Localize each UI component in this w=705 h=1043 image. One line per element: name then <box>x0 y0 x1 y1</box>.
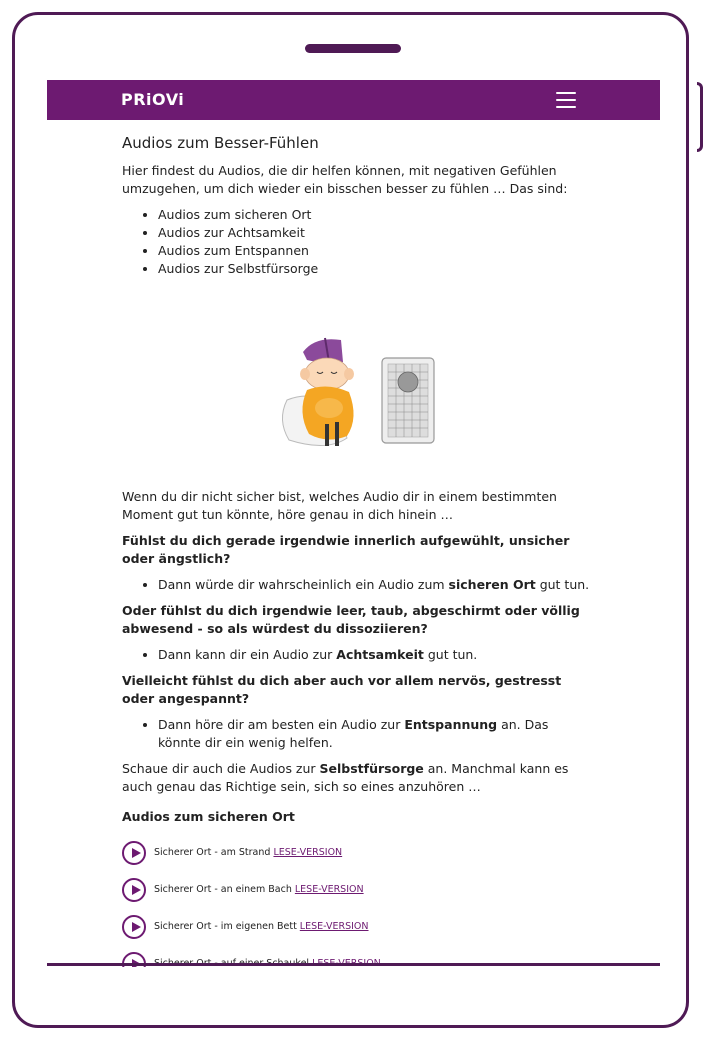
answer-1: • Dann würde dir wahrscheinlich ein Audio zum sicheren Ort gut tun. <box>158 576 592 594</box>
list-item: • Audios zum sicheren Ort <box>158 206 592 224</box>
tablet-speaker <box>305 44 401 53</box>
category-list <box>122 206 592 278</box>
answer-1-list <box>122 576 592 594</box>
hero-illustration <box>267 330 447 460</box>
read-version-link[interactable]: LESE-VERSION <box>299 921 369 932</box>
page-title: Audios zum Besser-Fühlen <box>122 134 319 152</box>
audio-title: Sicherer Ort - im eigenen Bett <box>154 921 297 932</box>
question-3: Vielleicht fühlst du dich aber auch vor allem nervös, gestresst oder angespannt? <box>122 673 562 706</box>
screen-bottom-edge <box>47 963 660 966</box>
tablet-side-button <box>697 82 703 152</box>
audio-item <box>122 875 592 905</box>
screen <box>47 80 660 967</box>
intro-text: Hier findest du Audios, die dir helfen können, mit negativen Gefühlen umzugehen, um dich wieder ein bisschen besser zu fühlen … Das sind: <box>122 163 568 196</box>
play-icon[interactable] <box>122 841 146 865</box>
answer-2: • Dann kann dir ein Audio zur Achtsamkeit gut tun. <box>158 646 592 664</box>
answer-3: • Dann höre dir am besten ein Audio zur Entspannung an. Das könnte dir ein wenig helfen. <box>158 716 592 752</box>
play-icon[interactable] <box>122 915 146 939</box>
audio-item <box>122 912 592 942</box>
list-item: • Audios zur Selbstfürsorge <box>158 260 592 278</box>
play-icon[interactable] <box>122 878 146 902</box>
question-2: Oder fühlst du dich irgendwie leer, taub, abgeschirmt oder völlig abwesend - so als würdest du dissoziieren? <box>122 603 580 636</box>
answer-2-list <box>122 646 592 664</box>
list-item: • Audios zur Achtsamkeit <box>158 224 592 242</box>
hamburger-menu-icon[interactable] <box>556 92 576 108</box>
main-content <box>122 130 592 967</box>
read-version-link[interactable]: LESE-VERSION <box>294 884 364 895</box>
section-title: Audios zum sicheren Ort <box>122 809 295 824</box>
top-navigation-bar <box>47 80 660 120</box>
list-item: • Audios zum Entspannen <box>158 242 592 260</box>
read-version-link[interactable]: LESE-VERSION <box>273 847 343 858</box>
logo[interactable]: PRiOVi <box>121 90 185 109</box>
audio-item <box>122 838 592 868</box>
audio-title: Sicherer Ort - am Strand <box>154 847 271 858</box>
lead-text: Wenn du dir nicht sicher bist, welches Audio dir in einem bestimmten Moment gut tun könnte, höre genau in dich hinein … <box>122 489 557 522</box>
question-1: Fühlst du dich gerade irgendwie innerlich aufgewühlt, unsicher oder ängstlich? <box>122 533 570 566</box>
audio-title: Sicherer Ort - an einem Bach <box>154 884 292 895</box>
outro-text: Schaue dir auch die Audios zur Selbstfürsorge an. Manchmal kann es auch genau das Richtige sein, sich so eines anzuhören … <box>122 761 569 794</box>
answer-3-list <box>122 716 592 752</box>
